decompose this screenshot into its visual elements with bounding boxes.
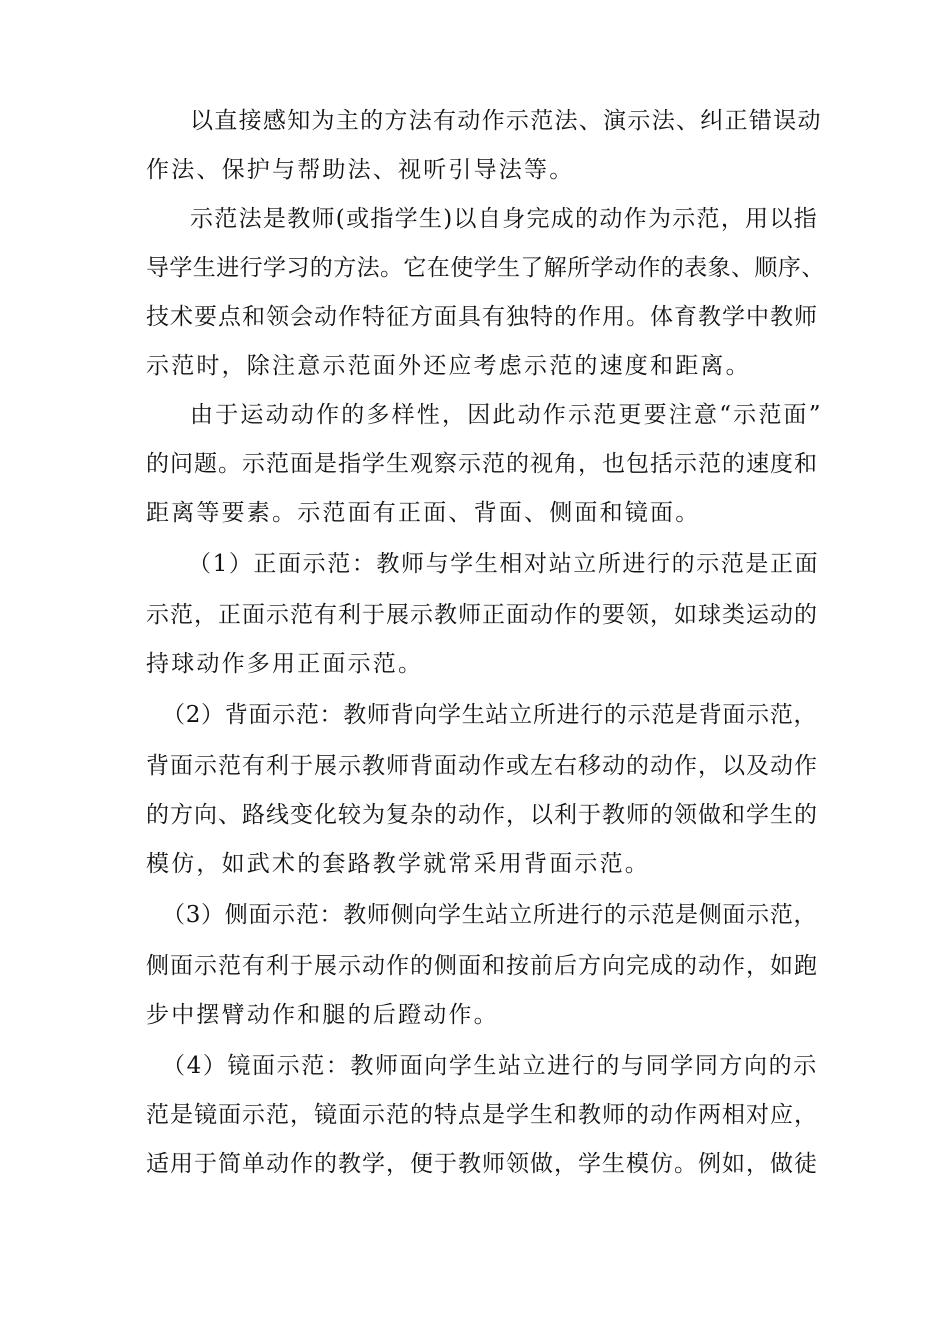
text-line: （4）镜面示范：教师面向学生站立进行的与同学同方向的示	[162, 1053, 818, 1079]
text-line: 侧面示范有利于展示动作的侧面和按前后方向完成的动作，如跑	[146, 953, 818, 979]
text-line: 示范，正面示范有利于展示教师正面动作的要领，如球类运动的	[146, 602, 818, 628]
text-line: 示范法是教师(或指学生)以自身完成的动作为示范，用以指	[190, 206, 819, 232]
text-line: 模仿，如武术的套路教学就常采用背面示范。	[146, 851, 650, 877]
text-line: （2）背面示范：教师背向学生站立所进行的示范是背面示范，	[162, 702, 818, 728]
text-line: 距离等要素。示范面有正面、背面、侧面和镜面。	[146, 500, 701, 526]
text-line: 由于运动动作的多样性，因此动作示范更要注意“示范面”	[190, 402, 823, 428]
text-line: 示范时，除注意示范面外还应考虑示范的速度和距离。	[146, 353, 751, 379]
text-line: 范是镜面示范，镜面示范的特点是学生和教师的动作两相对应，	[146, 1102, 818, 1128]
text-line: 的问题。示范面是指学生观察示范的视角，也包括示范的速度和	[146, 451, 818, 477]
text-line: 导学生进行学习的方法。它在使学生了解所学动作的表象、顺序、	[146, 255, 825, 281]
text-line: 背面示范有利于展示教师背面动作或左右移动的动作，以及动作	[146, 753, 818, 779]
text-line: 的方向、路线变化较为复杂的动作，以利于教师的领做和学生的	[146, 802, 818, 828]
text-line: （1）正面示范：教师与学生相对站立所进行的示范是正面	[188, 551, 820, 577]
text-line: （3）侧面示范：教师侧向学生站立所进行的示范是侧面示范，	[162, 902, 818, 928]
text-line: 持球动作多用正面示范。	[146, 651, 424, 677]
text-line: 作法、保护与帮助法、视听引导法等。	[146, 157, 575, 183]
text-line: 以直接感知为主的方法有动作示范法、演示法、纠正错误动	[190, 108, 822, 134]
text-line: 技术要点和领会动作特征方面具有独特的作用。体育教学中教师	[146, 304, 818, 330]
text-line: 适用于简单动作的教学，便于教师领做，学生模仿。例如，做徒	[146, 1151, 818, 1177]
text-line: 步中摆臂动作和腿的后蹬动作。	[146, 1002, 499, 1028]
